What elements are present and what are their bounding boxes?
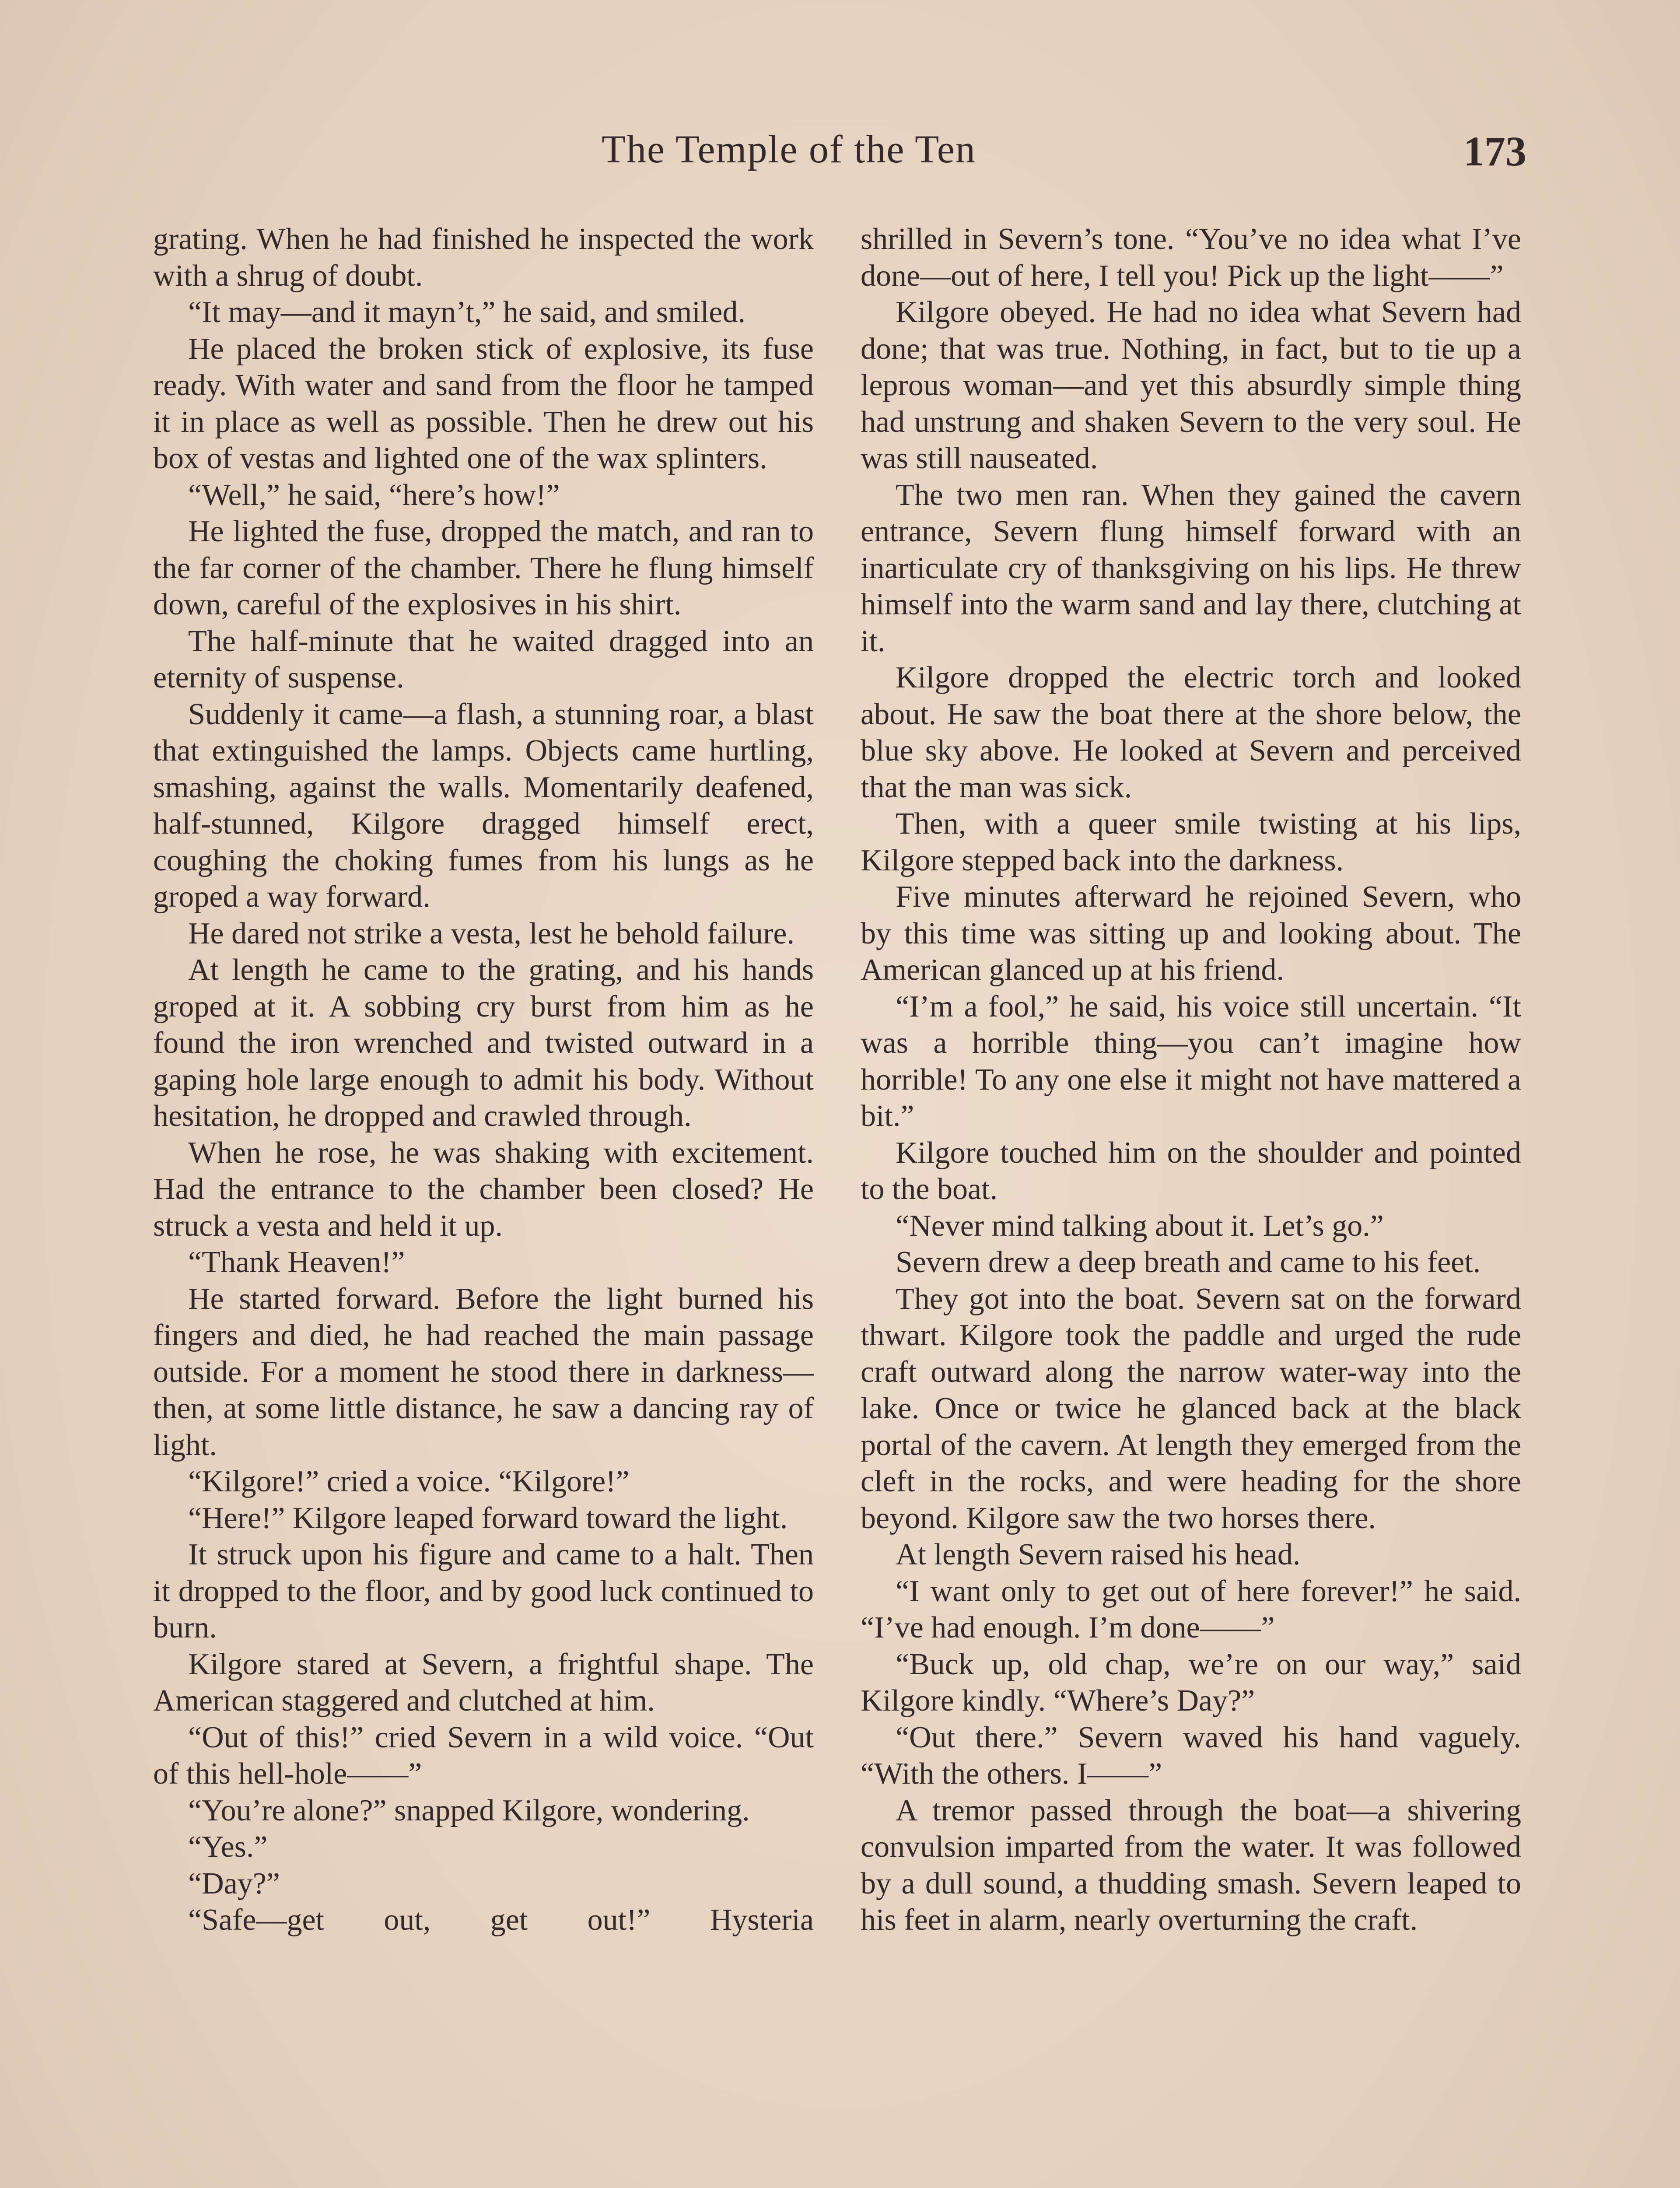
right-column xyxy=(861,221,1521,1939)
paragraph: “Out of this!” cried Severn in a wild voice. “Out of this hell-hole——” xyxy=(153,1720,814,1791)
paragraph: Kilgore stared at Severn, a frightful shape. The American staggered and clutched at him. xyxy=(153,1647,814,1718)
paragraph: “Here!” Kilgore leaped forward toward the light. xyxy=(188,1501,788,1535)
paragraph: “I want only to get out of here forever!” he said. “I’ve had enough. I’m done——” xyxy=(861,1574,1521,1645)
paragraph: The half-minute that he waited dragged into an eternity of suspense. xyxy=(153,624,814,694)
paragraph: “You’re alone?” snapped Kilgore, wondering. xyxy=(188,1793,750,1827)
paragraph: Severn drew a deep breath and came to his feet. xyxy=(896,1245,1481,1279)
paragraph: “Yes.” xyxy=(188,1830,268,1864)
paragraph: Kilgore dropped the electric torch and looked about. He saw the boat there at the shore below, the blue sky above. He looked at Severn and perceived that the man was sick. xyxy=(861,661,1521,804)
paragraph: He dared not strike a vesta, lest he behold failure. xyxy=(188,916,794,950)
paragraph: “Day?” xyxy=(188,1866,280,1900)
paragraph: The two men ran. When they gained the cavern entrance, Severn flung himself forward with an inarticulate cry of thanksgiving on his lips. He threw himself into the warm sand and lay there, clutching at it. xyxy=(861,478,1521,658)
paragraph: Kilgore touched him on the shoulder and pointed to the boat. xyxy=(861,1136,1521,1206)
paragraph: It struck upon his figure and came to a halt. Then it dropped to the floor, and by good luck continued to burn. xyxy=(153,1538,814,1645)
paragraph: “Well,” he said, “here’s how!” xyxy=(188,478,560,512)
paragraph: At length he came to the grating, and his hands groped at it. A sobbing cry burst from him as he found the iron wrenched and twisted outward in a gaping hole large enough to admit his body. Without hesitation, he dropped and crawled through. xyxy=(153,953,814,1133)
paragraph: “I’m a fool,” he said, his voice still uncertain. “It was a horrible thing—you can’t imagine how horrible! To any one else it might not have mattered a bit.” xyxy=(861,989,1521,1133)
paragraph: He placed the broken stick of explosive, its fuse ready. With water and sand from the floor he tamped it in place as well as possible. Then he drew out his box of vestas and lighted one of the wax splinters. xyxy=(153,332,814,475)
paragraph: shrilled in Severn’s tone. “You’ve no idea what I’ve done—out of here, I tell you! Pick up the light——” xyxy=(861,222,1521,293)
paragraph: grating. When he had finished he inspected the work with a shrug of doubt. xyxy=(153,222,814,293)
running-head: The Temple of the Ten xyxy=(602,128,976,171)
paragraph: “Buck up, old chap, we’re on our way,” said Kilgore kindly. “Where’s Day?” xyxy=(861,1647,1521,1718)
left-column xyxy=(153,221,814,1939)
paragraph: He lighted the fuse, dropped the match, and ran to the far corner of the chamber. There he flung himself down, careful of the explosives in his shirt. xyxy=(153,515,814,621)
paragraph: “Out there.” Severn waved his hand vaguely. “With the others. I——” xyxy=(861,1720,1521,1791)
paragraph: “It may—and it mayn’t,” he said, and smiled. xyxy=(188,295,746,329)
paragraph: Five minutes afterward he rejoined Severn, who by this time was sitting up and looking about. The American glanced up at his friend. xyxy=(861,880,1521,987)
paragraph: “Thank Heaven!” xyxy=(188,1245,405,1279)
paragraph: At length Severn raised his head. xyxy=(896,1538,1301,1571)
paragraph: Then, with a queer smile twisting at his lips, Kilgore stepped back into the darkness. xyxy=(861,807,1521,877)
paragraph: “Safe—get out, get out!” Hysteria xyxy=(188,1903,814,1937)
paragraph: They got into the boat. Severn sat on the forward thwart. Kilgore took the paddle and urged the rude craft outward along the narrow water-way into the lake. Once or twice he glanced back at the black portal of the cavern. At length they emerged from the cleft in the rocks, and were heading for the shore beyond. Kilgore saw the two horses there. xyxy=(861,1282,1521,1535)
paragraph: Kilgore obeyed. He had no idea what Severn had done; that was true. Nothing, in fact, but to tie up a leprous woman—and yet this absurdly simple thing had unstrung and shaken Severn to the very soul. He was still nauseated. xyxy=(861,295,1521,475)
paragraph: “Never mind talking about it. Let’s go.” xyxy=(896,1209,1384,1243)
paragraph: Suddenly it came—a flash, a stunning roar, a blast that extinguished the lamps. Objects came hurtling, smashing, against the walls. Momentarily deafened, half-stunned, Kilgore dragged himself erect, coughing the choking fumes from his lungs as he groped a way forward. xyxy=(153,697,814,914)
paragraph: A tremor passed through the boat—a shivering convulsion imparted from the water. It was followed by a dull sound, a thudding smash. Severn leaped to his feet in alarm, nearly overturning the craft. xyxy=(861,1793,1521,1937)
page-number: 173 xyxy=(1463,128,1526,175)
paragraph: He started forward. Before the light burned his fingers and died, he had reached the main passage outside. For a moment he stood there in darkness—then, at some little distance, he saw a dancing ray of light. xyxy=(153,1282,814,1462)
paragraph: When he rose, he was shaking with excitement. Had the entrance to the chamber been closed? He struck a vesta and held it up. xyxy=(153,1136,814,1243)
paragraph: “Kilgore!” cried a voice. “Kilgore!” xyxy=(188,1465,630,1498)
